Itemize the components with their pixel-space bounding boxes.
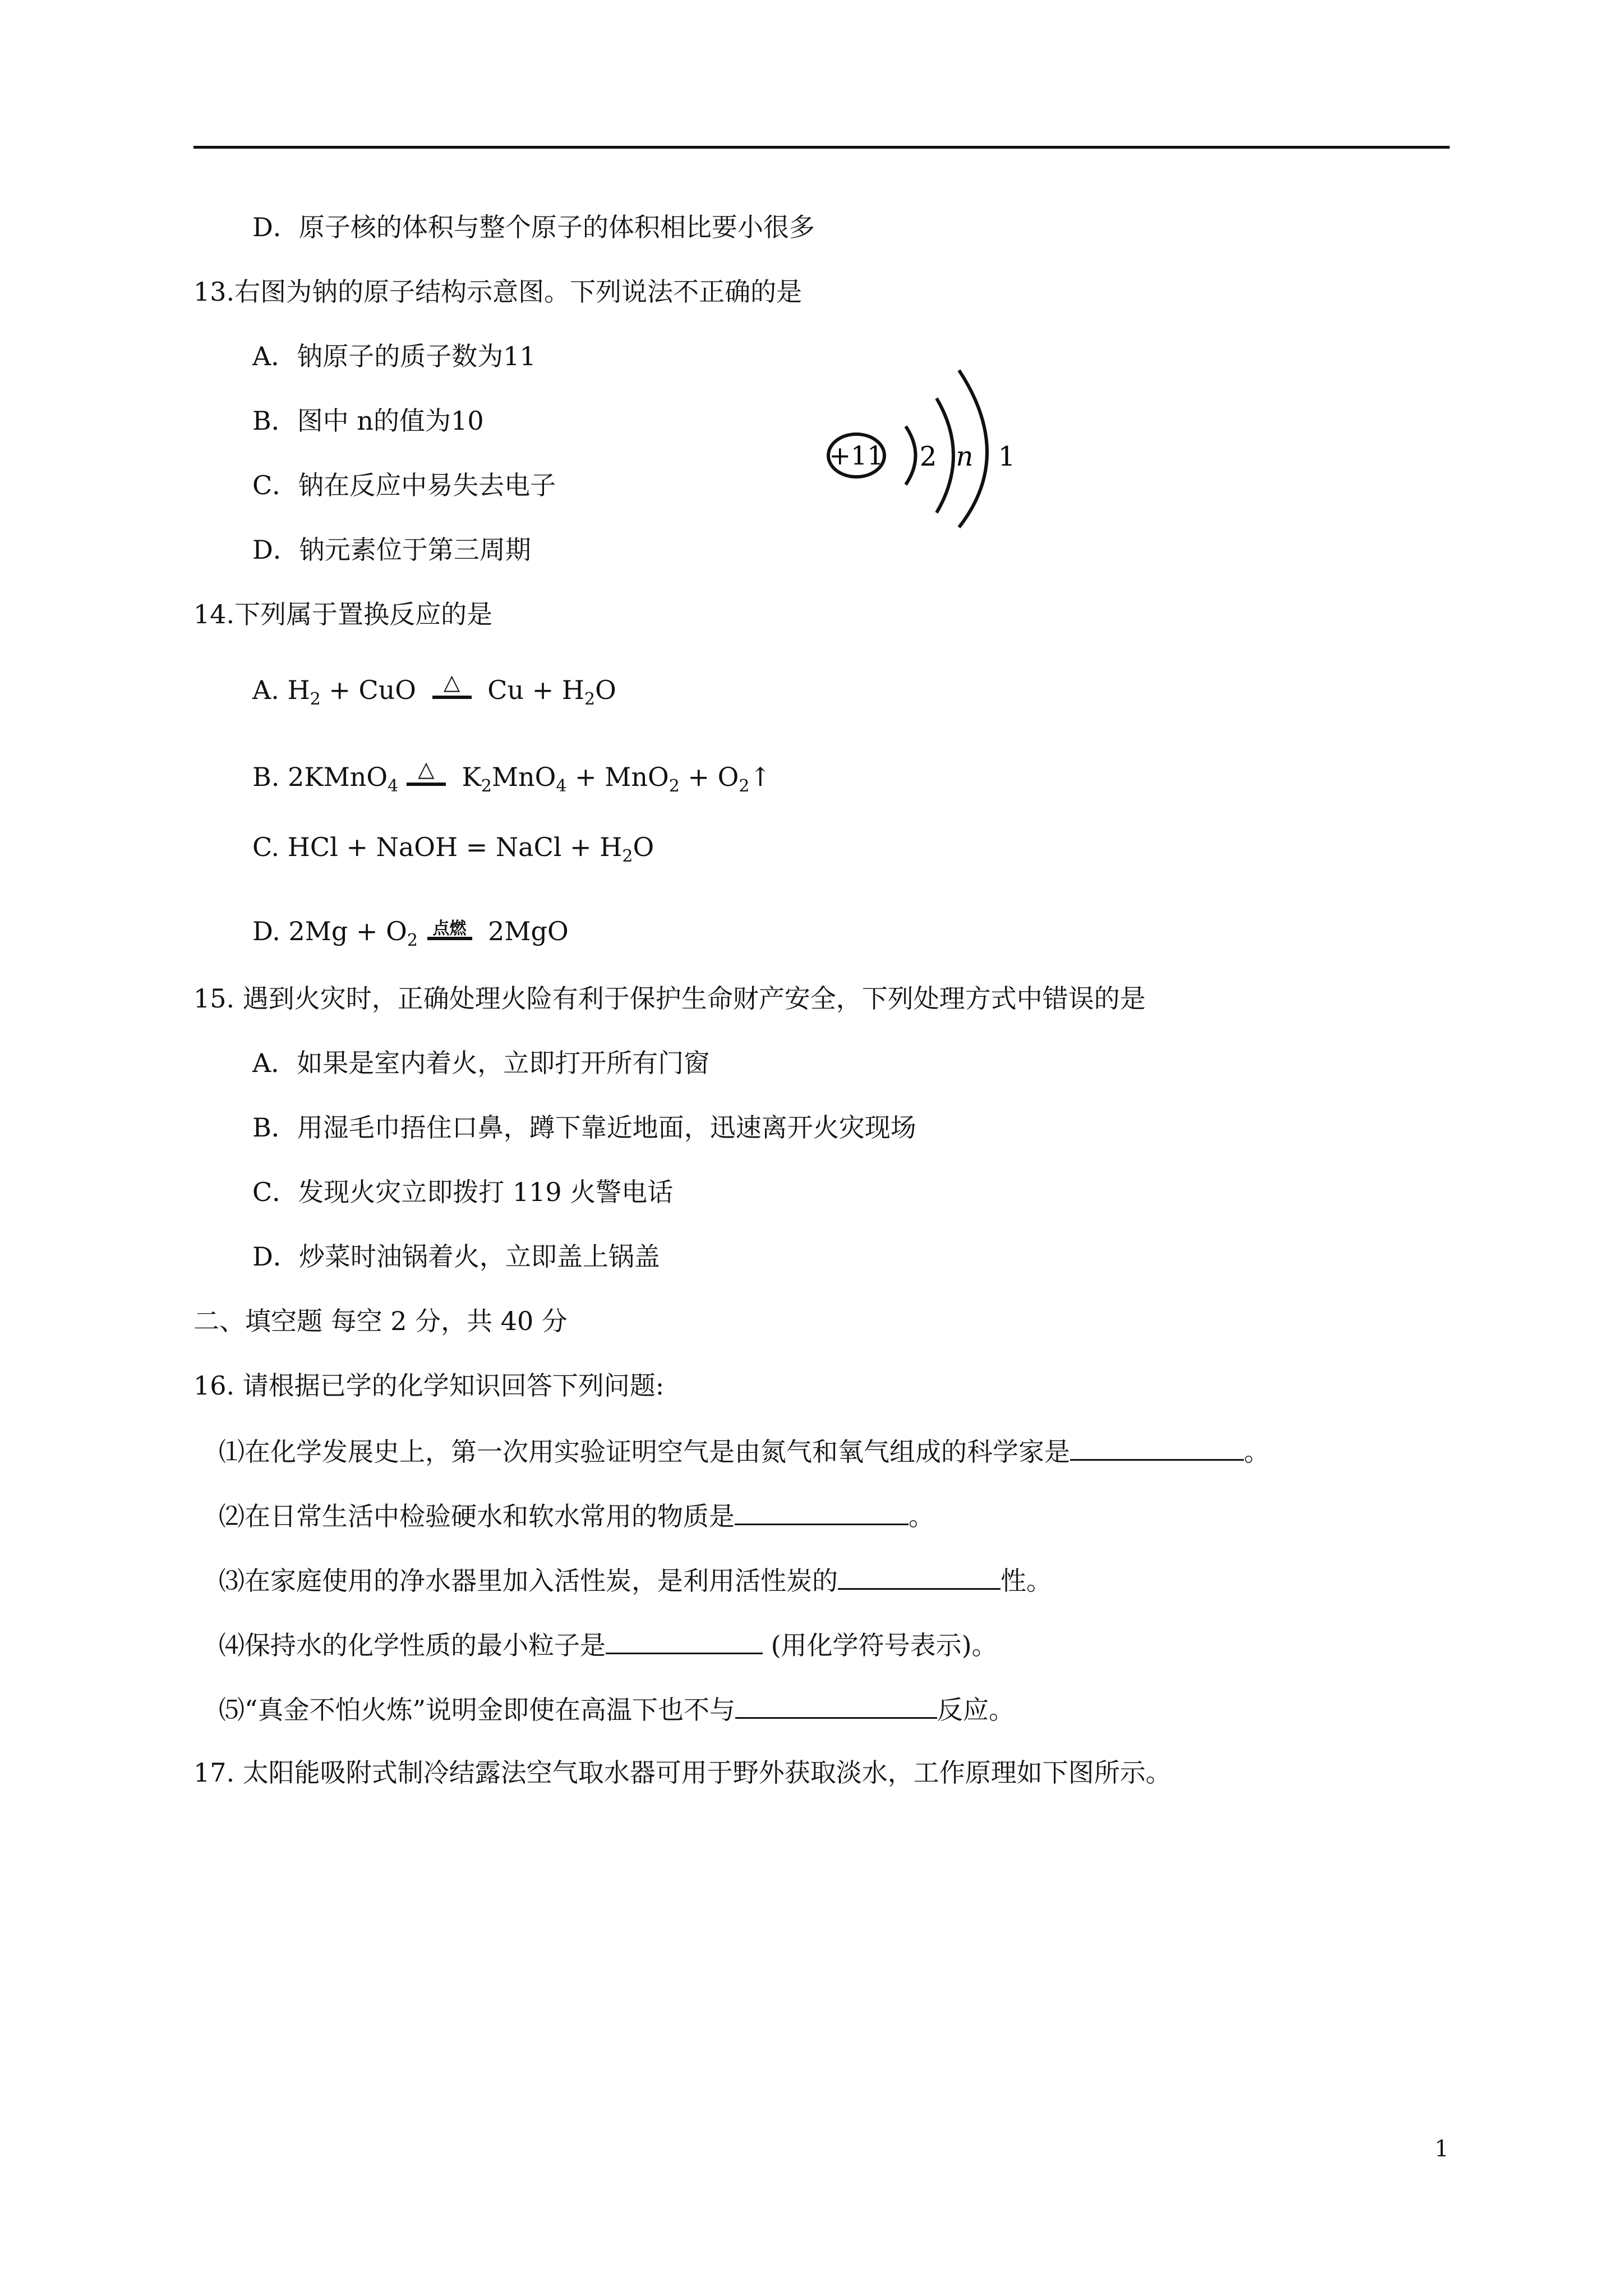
reaction-arrow-heat: [407, 757, 446, 786]
q14-option-c: C. HCl + NaOH = NaCl + $H_2O$: [252, 832, 654, 867]
q16-sub-5: ⑸“真金不怕火炼”说明金即使在高温下也不与 反应。: [219, 1691, 1015, 1727]
q14-option-b: B. 2KMnO$_4$ △ $K_2MnO_4 + MnO_2$ + $O_2↑$: [252, 757, 771, 797]
q13-stem: 13.右图为钠的原子结构示意图。下列说法不正确的是: [193, 277, 803, 307]
q13-option-a: A．钠原子的质子数为11: [252, 341, 536, 371]
gas-arrow-icon: ↑: [749, 762, 771, 792]
q16-sub-1: ⑴在化学发展史上，第一次用实验证明空气是由氮气和氧气组成的科学家是 。: [219, 1433, 1270, 1469]
q14-stem: 14.下列属于置换反应的是: [193, 599, 493, 629]
ignition-condition: 点燃: [432, 919, 467, 938]
q15-option-a: A．如果是室内着火，立即打开所有门窗: [252, 1048, 710, 1078]
answer-blank-4[interactable]: [606, 1627, 763, 1654]
shell-1-electrons: 2: [919, 441, 937, 472]
reaction-arrow-heat: [432, 670, 472, 699]
q15-option-b: B．用湿毛巾捂住口鼻，蹲下靠近地面，迅速离开火灾现场: [252, 1112, 916, 1143]
q16-sub-3: ⑶在家庭使用的净水器里加入活性炭，是利用活性炭的 性。: [219, 1562, 1052, 1598]
answer-blank-5[interactable]: [735, 1691, 937, 1719]
section-2-heading: 二、填空题 每空 2 分，共 40 分: [193, 1306, 568, 1336]
q16-stem: 16. 请根据已学的化学知识回答下列问题:: [193, 1370, 665, 1401]
q15-stem: 15. 遇到火灾时，正确处理火险有利于保护生命财产安全，下列处理方式中错误的是: [193, 983, 1146, 1014]
sodium-atom-diagram: [822, 359, 1040, 539]
q13-option-b: B．图中 n的值为10: [252, 406, 484, 436]
header-rule: [193, 146, 1450, 149]
q12-option-d: D．原子核的体积与整个原子的体积相比要小很多: [252, 212, 815, 242]
q16-sub-4: ⑷保持水的化学性质的最小粒子是 (用化学符号表示)。: [219, 1627, 998, 1662]
q14-option-d: D. $2Mg + O_2$ 点燃 2MgO: [252, 916, 569, 951]
answer-blank-3[interactable]: [838, 1562, 1000, 1590]
shell-arc-2: [937, 398, 953, 513]
q13-option-c: C．钠在反应中易失去电子: [252, 470, 556, 500]
q17-stem: 17. 太阳能吸附式制冷结露法空气取水器可用于野外获取淡水，工作原理如下图所示。: [193, 1757, 1172, 1788]
q15-option-c: C．发现火灾立即拨打 119 火警电话: [252, 1177, 674, 1207]
reactant: H: [287, 675, 310, 705]
nucleus-charge: +11: [829, 440, 884, 471]
q13-option-d: D．钠元素位于第三周期: [252, 535, 531, 565]
shell-2-electrons: n: [956, 441, 974, 472]
answer-blank-1[interactable]: [1070, 1433, 1244, 1461]
reaction-arrow-ignite: [427, 919, 472, 940]
q14-option-a: A. $H_2$ + CuO △ $Cu + H_2O$: [252, 670, 616, 710]
shell-arc-1: [906, 426, 916, 485]
heat-icon: △: [418, 757, 435, 781]
shell-3-electrons: 1: [998, 441, 1016, 472]
option-label: D.: [252, 916, 280, 946]
heat-icon: △: [444, 670, 460, 694]
q15-option-d: D．炒菜时油锅着火，立即盖上锅盖: [252, 1241, 660, 1272]
page-number: 1: [1435, 2136, 1449, 2162]
answer-blank-2[interactable]: [735, 1498, 909, 1525]
q16-sub-2: ⑵在日常生活中检验硬水和软水常用的物质是 。: [219, 1498, 934, 1533]
option-label: A.: [252, 675, 279, 705]
option-label: B.: [252, 762, 280, 792]
